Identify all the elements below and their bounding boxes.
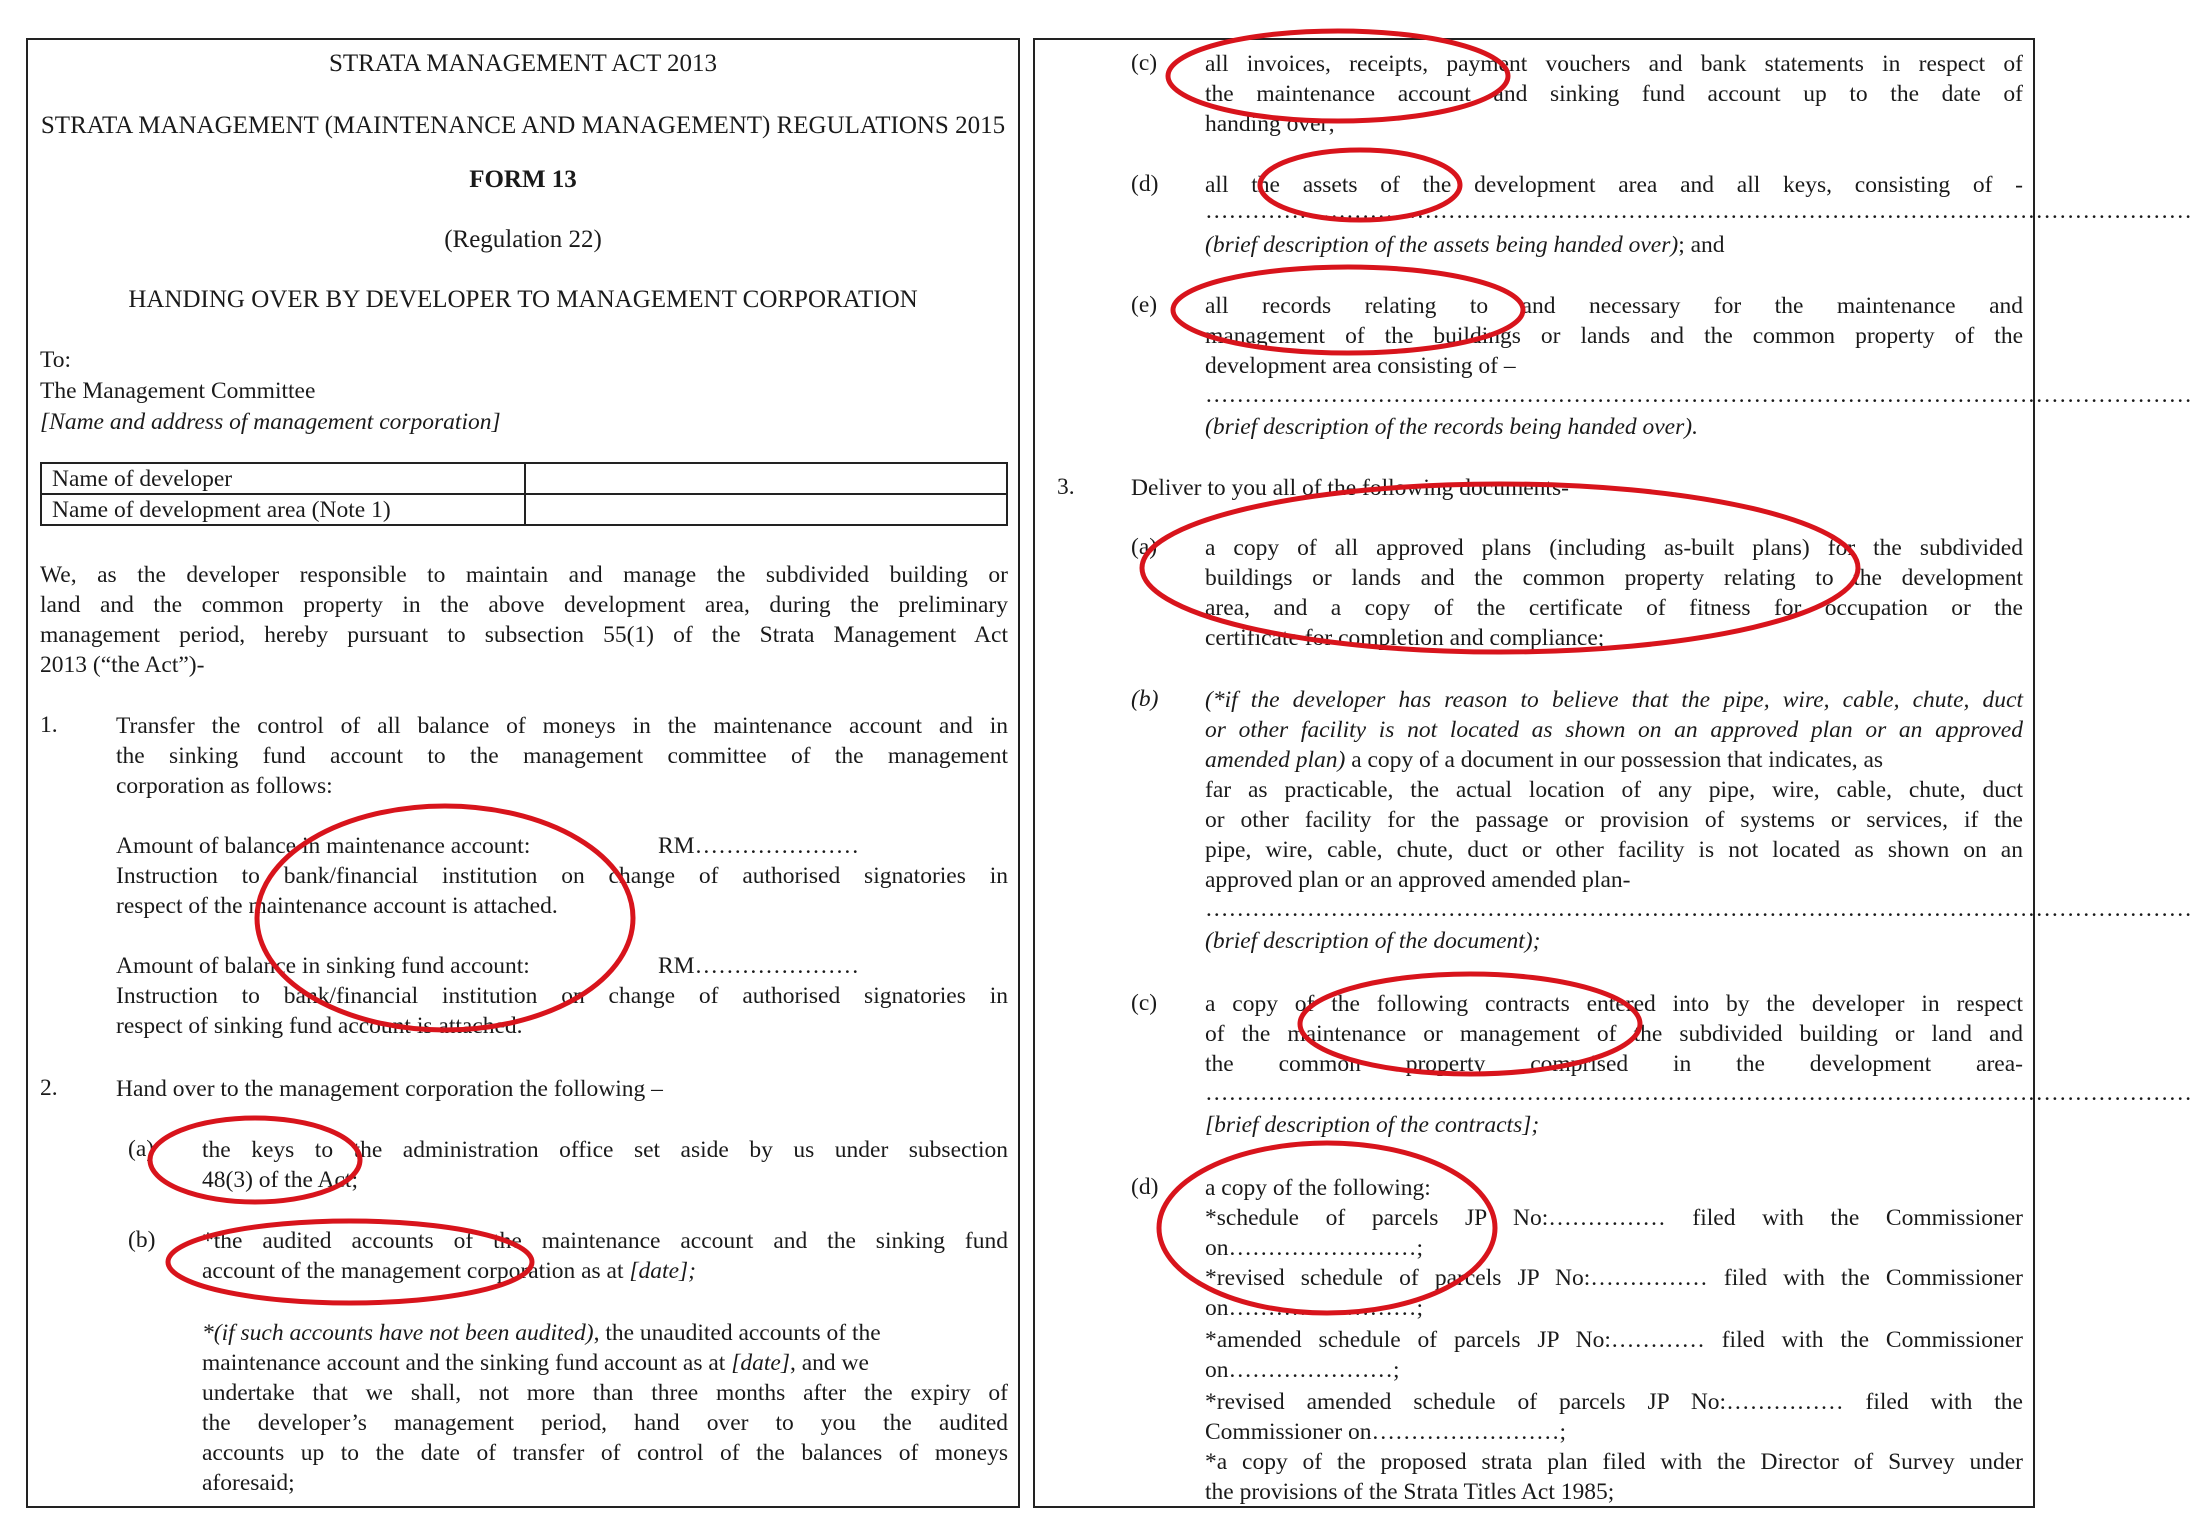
item2e-line: management of the buildings or lands and the common property of the [1205, 323, 2023, 349]
regulation-ref: (Regulation 22) [444, 226, 602, 253]
item3d-line: *revised schedule of parcels JP No:…………… filed with the Commissioner [1205, 1265, 2023, 1291]
intro-line: management period, hereby pursuant to subsection 55(1) of the Strata Management Act [40, 622, 1008, 648]
item2c-line: handing over; [1205, 111, 1335, 137]
item2b-alt-text: , and we [789, 1350, 869, 1376]
item2d-line: all the assets of the development area and all keys, consisting of - [1205, 172, 2023, 198]
item2c-line: all invoices, receipts, payment vouchers and bank statements in respect of [1205, 51, 2023, 77]
developer-name-label: Name of developer [41, 463, 525, 494]
addressee: The Management Committee [40, 378, 316, 404]
item3a-line: certificate for completion and compliance; [1205, 625, 1605, 651]
table-row [41, 494, 1007, 525]
item3c-line: a copy of the following contracts entered into by the developer in respect [1205, 991, 2023, 1017]
item-number: 1. [40, 712, 58, 738]
records-dotted-field[interactable]: ……………………………………………………………………………………………………………… [1205, 382, 2192, 408]
item3b-line: pipe, wire, cable, chute, duct or other facility is not located as shown on an [1205, 837, 2023, 863]
document-desc-note: (brief description of the document); [1205, 928, 1541, 954]
item2e-line: all records relating to and necessary for the maintenance and [1205, 293, 2023, 319]
sinking-instruction-line: respect of sinking fund account is attached. [116, 1013, 523, 1039]
item2a-line: 48(3) of the Act; [202, 1167, 358, 1193]
assets-dotted-field[interactable]: ……………………………………………………………………………………………………………… [1205, 198, 2192, 224]
subitem-label: (b) [128, 1227, 156, 1253]
item2b-alt-line: undertake that we shall, not more than three months after the expiry of [202, 1380, 1008, 1406]
item3b-line: approved plan or an approved amended plan- [1205, 867, 1631, 893]
item1-line: Transfer the control of all balance of moneys in the maintenance account and in [116, 713, 1008, 739]
item3d-line: *a copy of the proposed strata plan filed with the Director of Survey under [1205, 1449, 2023, 1475]
addressee-note: [Name and address of management corporation] [40, 409, 501, 435]
item3b-line [1205, 745, 2023, 775]
item2b-alt-line [202, 1318, 1008, 1348]
item2e-line: development area consisting of – [1205, 353, 1516, 379]
subitem-label: (c) [1131, 990, 1158, 1016]
item3b-line: (*if the developer has reason to believe that the pipe, wire, cable, chute, duct [1205, 687, 2023, 713]
item2b-line: *the audited accounts of the maintenance account and the sinking fund [202, 1228, 1008, 1254]
item2b-alt-line [202, 1348, 1008, 1378]
document-dotted-field[interactable]: ……………………………………………………………………………………………………………… [1205, 896, 2192, 922]
contracts-dotted-field[interactable]: ……………………………………………………………………………………………………………… [1205, 1080, 2192, 1106]
maintenance-instruction-line: Instruction to bank/financial institution on change of authorised signatories in [116, 863, 1008, 889]
left-form-page [26, 38, 1020, 1508]
item3d-line: on……………………; [1205, 1235, 1424, 1261]
item3d-line: the provisions of the Strata Titles Act 1985; [1205, 1479, 1615, 1505]
contracts-desc-note: [brief description of the contracts]; [1205, 1112, 1540, 1138]
item3d-line: *amended schedule of parcels JP No:………… filed with the Commissioner [1205, 1327, 2023, 1353]
regulations-title: STRATA MANAGEMENT (MAINTENANCE AND MANAGEMENT) REGULATIONS 2015 [40, 112, 1006, 139]
item2b-alt-line: accounts up to the date of transfer of control of the balances of moneys [202, 1440, 1008, 1466]
to-label: To: [40, 347, 71, 373]
item2d-desc-end: ; and [1678, 232, 1725, 258]
item3d-line: a copy of the following: [1205, 1175, 1431, 1201]
assets-desc-note: (brief description of the assets being handed over) [1205, 232, 1679, 258]
item3c-line: the common property comprised in the development area- [1205, 1051, 2023, 1077]
form-title: FORM 13 [469, 166, 577, 193]
item-number: 3. [1057, 474, 1075, 500]
right-form-page [1033, 38, 2192, 1508]
sinking-balance-field[interactable]: RM………………… [658, 953, 860, 979]
records-desc-note: (brief description of the records being handed over). [1205, 414, 1698, 440]
item3b-line: or other facility for the passage or provision of systems or services, if the [1205, 807, 2023, 833]
item2-heading: Hand over to the management corporation the following – [116, 1076, 663, 1102]
date-placeholder: [date] [731, 1350, 790, 1376]
item2b-text: account of the management corporation as at [202, 1258, 630, 1284]
item-number: 2. [40, 1075, 58, 1101]
table-row [41, 463, 1007, 494]
subitem-label: (a) [1131, 534, 1158, 560]
item3d-line: Commissioner on……………………; [1205, 1419, 1566, 1445]
item3c-line: of the maintenance or management of the subdivided building or land and [1205, 1021, 2023, 1047]
developer-info-table [40, 462, 1008, 526]
item2b-alt-text: maintenance account and the sinking fund account as at [202, 1350, 732, 1376]
date-placeholder: [date]; [629, 1258, 696, 1284]
act-title: STRATA MANAGEMENT ACT 2013 [328, 50, 718, 77]
item2b-alt-text: , the unaudited accounts of the [593, 1320, 881, 1346]
development-area-label: Name of development area (Note 1) [41, 494, 525, 525]
item3a-line: a copy of all approved plans (including as-built plans) for the subdivided [1205, 535, 2023, 561]
sinking-instruction-line: Instruction to bank/financial institution on change of authorised signatories in [116, 983, 1008, 1009]
item3d-line: on……………………; [1205, 1295, 1424, 1321]
item2c-line: the maintenance account and sinking fund account up to the date of [1205, 81, 2023, 107]
item1-line: the sinking fund account to the management committee of the management [116, 743, 1008, 769]
subitem-label: (a) [128, 1136, 155, 1162]
item2a-line: the keys to the administration office set aside by us under subsection [202, 1137, 1008, 1163]
item2b-alt-line: aforesaid; [202, 1470, 295, 1496]
intro-line: land and the common property in the above development area, during the preliminary [40, 592, 1008, 618]
intro-line: We, as the developer responsible to maintain and manage the subdivided building or [40, 562, 1008, 588]
item3d-line: *schedule of parcels JP No:…………… filed with the Commissioner [1205, 1205, 2023, 1231]
item3b-line: or other facility is not located as shown on an approved plan or an approved [1205, 717, 2023, 743]
item2b-alt-line: the developer’s management period, hand over to you the audited [202, 1410, 1008, 1436]
item3b-text: a copy of a document in our possession that indicates, as [1345, 747, 1884, 773]
item3d-line: on…………………; [1205, 1357, 1400, 1383]
maintenance-instruction-line: respect of the maintenance account is attached. [116, 893, 558, 919]
item3b-condition: amended plan) [1205, 747, 1346, 773]
item3a-line: buildings or lands and the common property relating to the development [1205, 565, 2023, 591]
item2d-desc [1205, 230, 1725, 260]
item3d-line: *revised amended schedule of parcels JP No:…………… filed with the [1205, 1389, 2023, 1415]
subitem-label: (d) [1131, 1174, 1159, 1200]
development-area-field[interactable] [525, 494, 1007, 525]
item3-heading: Deliver to you all of the following documents- [1131, 475, 1569, 501]
intro-line: 2013 (“the Act”)- [40, 652, 205, 678]
form-heading: HANDING OVER BY DEVELOPER TO MANAGEMENT CORPORATION [128, 286, 918, 313]
maintenance-balance-field[interactable]: RM………………… [658, 833, 860, 859]
developer-name-field[interactable] [525, 463, 1007, 494]
sinking-balance-label: Amount of balance in sinking fund account: [116, 953, 530, 979]
maintenance-balance-label: Amount of balance in maintenance account: [116, 833, 531, 859]
item3a-line: area, and a copy of the certificate of fitness for occupation or the [1205, 595, 2023, 621]
item1-line: corporation as follows: [116, 773, 333, 799]
subitem-label: (c) [1131, 50, 1158, 76]
subitem-label: (b) [1131, 686, 1159, 712]
item2b-line [202, 1256, 696, 1286]
subitem-label: (d) [1131, 171, 1159, 197]
item2b-alt-condition: *(if such accounts have not been audited) [202, 1320, 594, 1346]
subitem-label: (e) [1131, 292, 1158, 318]
item3b-line: far as practicable, the actual location of any pipe, wire, cable, chute, duct [1205, 777, 2023, 803]
